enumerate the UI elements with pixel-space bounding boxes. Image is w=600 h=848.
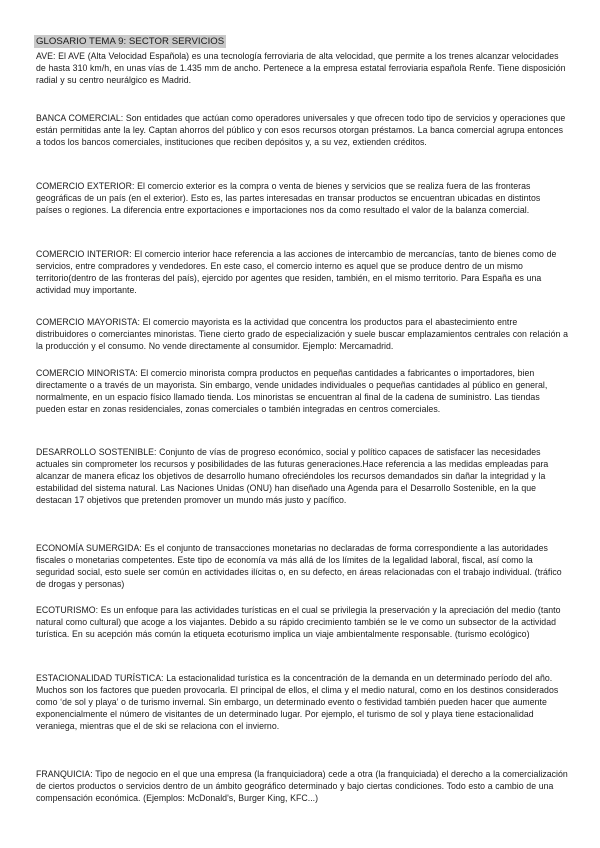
title-lead: GLOSARIO TEMA 9: [36,36,127,47]
entry-definition: El comercio minorista compra productos en pequeñas cantidades a fabricantes o importadores, bien directamente o a través de un mayorista. Sin embargo, vende unidades individuales o pequeñas cantidades al público en general, normalmente, en un espacio físico llamado tienda. Los minoristas se encuentran al final de la cadena de suministro. Las tiendas pueden estar en zonas residenciales, zonas comerciales o también integradas en centros comerciales. [36,368,548,414]
entry-definition: La estacionalidad turística es la concentración de la demanda en un determinado período del año. Muchos son los factores que pueden provocarla. El principal de ellos, el clima y el medio natural, como en los destinos considerados como ‘de sol y playa’ o de turismo invernal. Sin embargo, un determinado evento o festividad también pueden hacer que aumente exponencialmente el número de visitantes de un determinado lugar. Por ejemplo, el turismo de sol y playa tiene estacionalidad veraniega, mientras que el de ski se relaciona con el invierno. [36,673,559,731]
glossary-entry-comercio-mayorista [36,317,568,353]
entry-term: FRANQUICIA: [36,769,93,779]
glossary-entry-ecoturismo [36,605,568,641]
glossary-entry-comercio-minorista [36,368,568,416]
glossary-entry-comercio-interior [36,249,568,297]
entry-term: BANCA COMERCIAL: [36,113,124,123]
entry-definition: Son entidades que actúan como operadores universales y que ofrecen todo tipo de servicios y operaciones que están permitidas ante la ley. Captan ahorros del público y con esos recursos otorgan préstamos. La banca comercial agrupa entonces a todos los bancos comerciales, instituciones que reciben depósitos y, a su vez, extienden créditos. [36,113,566,147]
glossary-entry-franquicia [36,769,568,805]
entry-definition: El comercio mayorista es la actividad que concentra los productos para el abastecimiento entre distribuidores o comerciantes minoristas. Tiene cierto grado de especialización y suele buscar emplazamientos centrales con relación a la producción y el consumo. No vende directamente al consumidor. Ejemplo: Mercamadrid. [36,317,568,351]
glossary-entry-ave [36,51,568,87]
entry-term: COMERCIO MINORISTA: [36,368,138,378]
entry-definition: Tipo de negocio en el que una empresa (la franquiciadora) cede a otra (la franquiciada) el derecho a la comercialización de ciertos productos o servicios dentro de un ámbito geográfico determinado y bajo ciertas condiciones. Todo esto a cambio de una compensación económica. (Ejemplos: McDonald's, Burger King, KFC...) [36,769,568,803]
entry-term: ECOTURISMO: [36,605,99,615]
glossary-entry-comercio-exterior [36,181,568,217]
entry-term: COMERCIO INTERIOR: [36,249,132,259]
entry-definition: Es un enfoque para las actividades turísticas en el cual se privilegia la preservación y la apreciación del medio (tanto natural como cultural) que acoge a los viajantes. Debido a su rápido crecimiento también se le ve como un subsector de la actividad turística. En su acepción más común la etiqueta ecoturismo implica un viaje ambientalmente responsable. (turismo ecológico) [36,605,561,639]
entry-term: AVE: [36,51,56,61]
entry-term: COMERCIO MAYORISTA: [36,317,140,327]
glossary-entry-desarrollo-sostenible [36,447,568,507]
entry-definition: Conjunto de vías de progreso económico, social y político capaces de satisfacer las necesidades actuales sin comprometer los recursos y posibilidades de las futuras generaciones.Hace referencia a las medidas empleadas para alcanzar de manera eficaz los objetivos de desarrollo humano ofreciéndoles los recursos demandados sin dañar la integridad y la estabilidad del sistema natural. Las Naciones Unidas (ONU) han diseñado una Agenda para el Desarrollo Sostenible, en la que destacan 17 objetivos que pretenden promover un mundo más justo y pacífico. [36,447,549,505]
entry-definition: El comercio exterior es la compra o venta de bienes y servicios que se realiza fuera de las fronteras geográficas de un país (en el exterior). Esto es, las partes interesadas en transar productos se encuentran ubicadas en distintos países o regiones. La diferencia entre exportaciones e importaciones nos da como resultado el valor de la balanza comercial. [36,181,541,215]
title-rest: SECTOR SERVICIOS [126,36,225,47]
glossary-entry-economia-sumergida [36,543,568,591]
entry-definition: Es el conjunto de transacciones monetarias no declaradas de forma correspondiente a las autoridades fiscales o monetarias competentes. Este tipo de economía va más allá de los límites de la legalidad laboral, fiscal, así como la seguridad social, esto suele ser común en actividades ilícitas o, en su defecto, en áreas relacionadas con el trabajo individual. (tráfico de drogas y personas) [36,543,562,589]
entry-term: ESTACIONALIDAD TURÍSTICA: [36,673,164,683]
entry-term: COMERCIO EXTERIOR: [36,181,135,191]
entry-definition: El comercio interior hace referencia a las acciones de intercambio de mercancías, tanto de bienes como de servicios, entre compradores y vendedores. En este caso, el comercio interno es aquel que se produce dentro de un mismo territorio(dentro de las fronteras del país), ejercido por agentes que residen, también, en el mismo territorio. Para España es una actividad muy importante. [36,249,557,295]
page-title [34,35,226,48]
glossary-entry-estacionalidad-turistica [36,673,568,733]
glossary-entry-banca-comercial [36,113,568,149]
entry-definition: El AVE (Alta Velocidad Española) es una tecnología ferroviaria de alta velocidad, que permite a los trenes alcanzar velocidades de hasta 310 km/h, en unas vías de 1.435 mm de ancho. Pertenece a la empresa estatal ferroviaria española Renfe. Tiene disposición radial y su centro neurálgico es Madrid. [36,51,566,85]
entry-term: DESARROLLO SOSTENIBLE: [36,447,157,457]
entry-term: ECONOMÍA SUMERGIDA: [36,543,142,553]
